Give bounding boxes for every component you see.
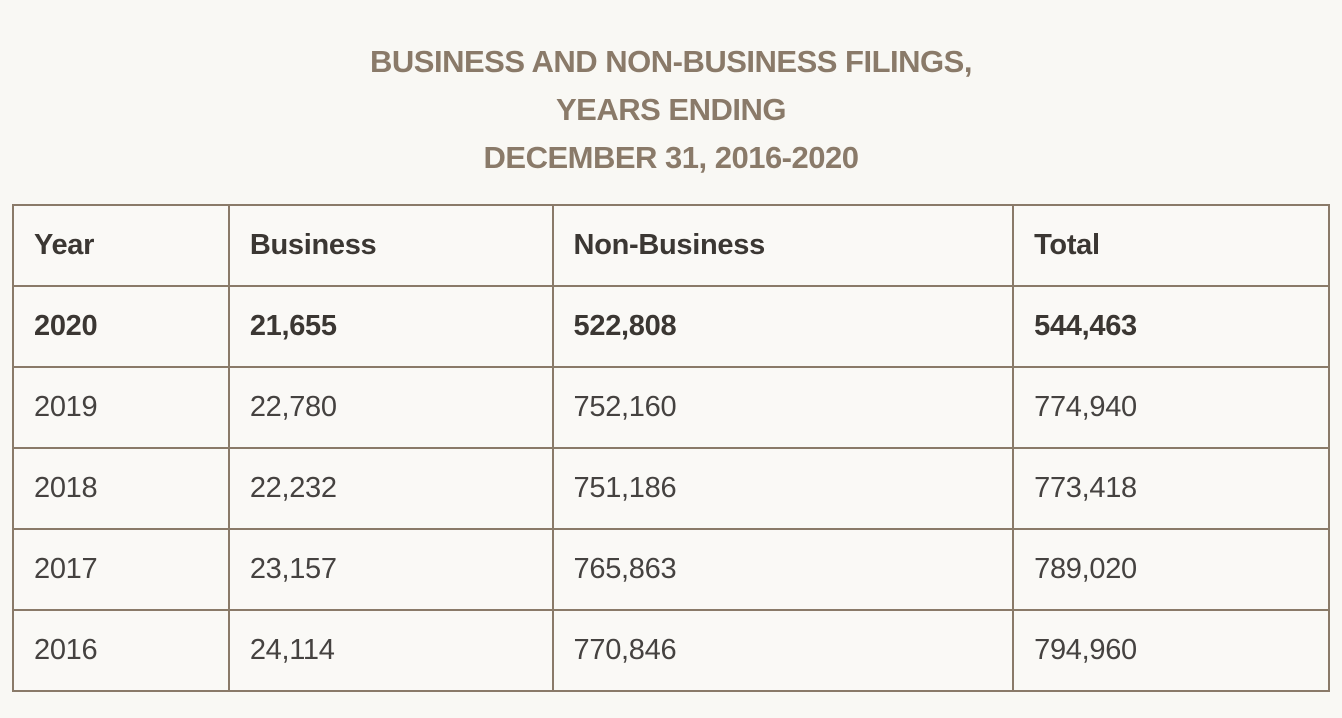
- column-header-year: Year: [13, 205, 229, 286]
- business-cell: 21,655: [229, 286, 553, 367]
- table-row-2017: [13, 529, 1329, 610]
- business-cell: 23,157: [229, 529, 553, 610]
- column-header-non-business: Non-Business: [553, 205, 1014, 286]
- non-business-cell: 770,846: [553, 610, 1014, 691]
- title-line-3: DECEMBER 31, 2016-2020: [483, 140, 859, 175]
- table-row-2016: [13, 610, 1329, 691]
- year-cell: 2016: [13, 610, 229, 691]
- business-cell: 22,780: [229, 367, 553, 448]
- page-title: [12, 0, 1330, 182]
- year-cell: 2020: [13, 286, 229, 367]
- table-row-2018: [13, 448, 1329, 529]
- title-line-1: BUSINESS AND NON-BUSINESS FILINGS,: [370, 44, 972, 79]
- non-business-cell: 765,863: [553, 529, 1014, 610]
- business-cell: 22,232: [229, 448, 553, 529]
- total-cell: 774,940: [1013, 367, 1329, 448]
- business-cell: 24,114: [229, 610, 553, 691]
- year-cell: 2018: [13, 448, 229, 529]
- year-cell: 2019: [13, 367, 229, 448]
- total-cell: 773,418: [1013, 448, 1329, 529]
- non-business-cell: 752,160: [553, 367, 1014, 448]
- total-cell: 789,020: [1013, 529, 1329, 610]
- table-header-row: [13, 205, 1329, 286]
- total-cell: 544,463: [1013, 286, 1329, 367]
- total-cell: 794,960: [1013, 610, 1329, 691]
- year-cell: 2017: [13, 529, 229, 610]
- table-row-2020: [13, 286, 1329, 367]
- column-header-business: Business: [229, 205, 553, 286]
- table-row-2019: [13, 367, 1329, 448]
- filings-table: [12, 204, 1330, 692]
- title-line-2: YEARS ENDING: [556, 92, 786, 127]
- non-business-cell: 522,808: [553, 286, 1014, 367]
- column-header-total: Total: [1013, 205, 1329, 286]
- non-business-cell: 751,186: [553, 448, 1014, 529]
